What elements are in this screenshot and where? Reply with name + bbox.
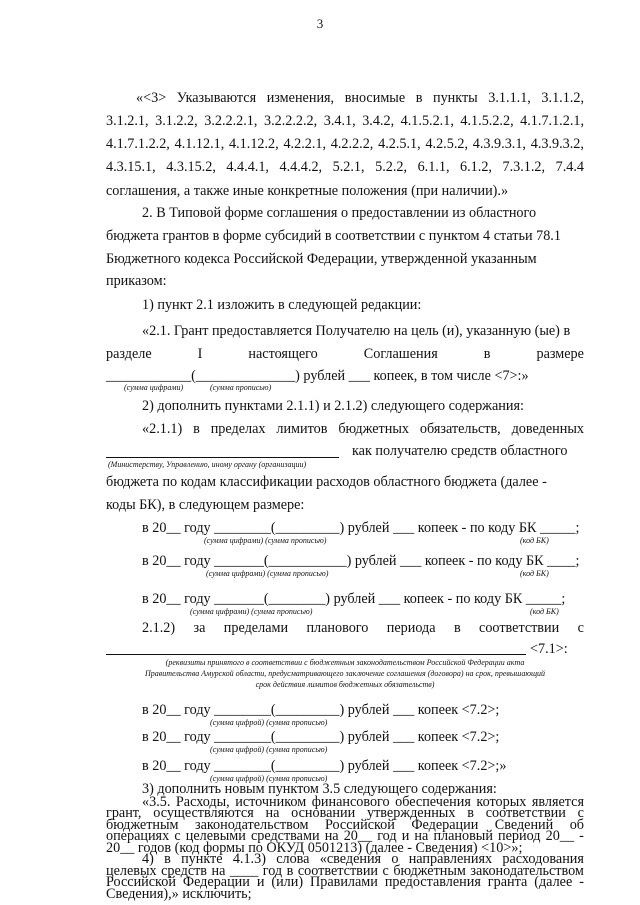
word: Российской [106, 874, 176, 891]
word: бюджетным [106, 816, 179, 833]
word: на [414, 828, 429, 845]
caption-bk-code: (код БК) [520, 536, 549, 545]
caption-sum-digits: (сумма цифрами) [124, 383, 184, 392]
word: 3.1.2.1, [106, 113, 149, 129]
word: 20__ [545, 828, 575, 845]
subitem-3: 3) дополнить новым пунктом 3.5 следующего содержания: [142, 781, 497, 797]
note3-line-4 [106, 158, 584, 176]
word: Соглашения [363, 346, 438, 362]
word: с [577, 805, 584, 822]
caption-sum: (сумма цифрами) (сумма прописью) [204, 536, 327, 545]
word: Расходы, [175, 793, 230, 810]
word: Федерации [411, 816, 479, 833]
word: (или) [271, 874, 304, 891]
caption-bk-code: (код БК) [530, 607, 559, 616]
caption-sum: (сумма цифрой) (сумма прописью) [210, 745, 328, 754]
word: 3.2.2.2.2, [263, 113, 318, 129]
word: в [193, 421, 200, 437]
word: 7.4.4 [555, 159, 584, 175]
word: в [164, 851, 171, 868]
word: основании [291, 805, 356, 822]
word: изменения, [266, 90, 335, 106]
word: 4.4.4.1, [226, 159, 269, 175]
plan-row-2: в 20__ году ________(_________) рублей ___ копеек <7.2>; [142, 729, 500, 745]
word: обязательств, [419, 421, 501, 437]
word: 3.4.2, [362, 113, 395, 129]
word: которых [476, 793, 527, 810]
word: настоящего [248, 346, 318, 362]
word: I [197, 346, 203, 362]
plan-row-3: в 20__ году ________(_________) рублей ___ копеек <7.2>;» [142, 758, 507, 774]
p211-line-4: коды БК), в следующем размере: [106, 497, 305, 513]
caption-act-1: (реквизиты принятого в соответствии с бюджетным законодательством Российской Федерации акта [165, 658, 525, 667]
word: пределами [223, 620, 289, 636]
word: 5.2.1, [332, 159, 365, 175]
p21-line-3: ____________(______________) рублей ___ копеек, в том числе <7>:» [106, 368, 529, 384]
bk-row-3: в 20__ году _______(________) рублей ___ копеек - по коду БК _____; [142, 591, 566, 607]
note3-line-1 [136, 89, 584, 107]
bk-row-2: в 20__ году _______(___________) рублей ___ копеек - по коду БК ____; [142, 553, 580, 569]
sub4-line-4: Сведения),» исключить; [106, 885, 252, 902]
word: лимитов [276, 421, 328, 437]
page-number: 3 [316, 16, 324, 31]
word: 7.3.1.2, [502, 159, 546, 175]
word: в [286, 862, 294, 879]
word: - [579, 874, 584, 891]
word: средствами [250, 828, 320, 845]
word: и [401, 828, 410, 845]
word: «2.1.1) [142, 421, 183, 437]
word: периода [386, 620, 436, 636]
note3-line-5: соглашения, а также иные конкретные положения (при наличии).» [106, 183, 509, 199]
word: 4.1.7.1.2.1, [520, 113, 584, 129]
word: с [174, 828, 181, 845]
word: 6.1.1, [417, 159, 450, 175]
word: слова [276, 851, 310, 868]
word: 5.2.2, [375, 159, 408, 175]
item2-line-2: бюджета грантов в форме субсидий в соответствии с пунктом 4 статьи 78.1 [106, 228, 561, 244]
word: 3.4.1, [323, 113, 356, 129]
note3-line-2 [106, 112, 584, 130]
word: Федерации [182, 874, 250, 891]
p211-line-1 [142, 420, 584, 438]
word: Российской [324, 816, 395, 833]
word: операциях [106, 828, 170, 845]
word: о [391, 851, 399, 868]
item2-line-4: приказом: [106, 273, 167, 289]
word: за [193, 620, 206, 636]
word: об [569, 816, 584, 833]
caption-act-3: срок действия лимитов бюджетных обязательств) [255, 680, 435, 689]
word: законодательством [194, 816, 309, 833]
word: 4.3.15.1, [106, 159, 156, 175]
plan-row-1: в 20__ году ________(_________) рублей ___ копеек <7.2>; [142, 702, 500, 718]
word: 4.3.9.3.1, [472, 136, 526, 152]
word: обеспечения [395, 793, 471, 810]
p211-line-3: бюджета по кодам классификации расходов областного бюджета (далее - [106, 474, 547, 490]
p212-line-2-end: <7.1>: [530, 641, 568, 657]
word: является [531, 793, 584, 810]
word: и [256, 874, 265, 891]
word: 3.2.2.2.1, [204, 113, 258, 129]
word: в [415, 90, 423, 106]
word: пункты [432, 90, 478, 106]
word: 4.1.7.1.2.2, [106, 136, 170, 152]
word: 4.3.15.2, [166, 159, 216, 175]
word: предоставления [384, 874, 481, 891]
word: 4.1.12.1, [174, 136, 225, 152]
word: вносимые [344, 90, 406, 106]
word: в [467, 805, 474, 822]
p21-line-2 [106, 345, 584, 363]
word: бюджетным [393, 862, 466, 879]
word: на [324, 828, 339, 845]
word: период [498, 828, 541, 845]
word: на [211, 862, 226, 879]
word: 3.1.1.2, [541, 90, 584, 106]
word: 2.1.2) [142, 620, 176, 636]
subitem-2: 2) дополнить пунктами 2.1.1) и 2.1.2) следующего содержания: [142, 398, 524, 414]
word: год [262, 862, 283, 879]
word: с [577, 620, 584, 636]
word: 20__ [343, 828, 373, 845]
caption-sum: (сумма цифрами) (сумма прописью) [190, 607, 313, 616]
word: в [453, 620, 461, 636]
word: 4.1.3) [232, 851, 266, 868]
word: плановый [433, 828, 493, 845]
caption-bk-code: (код БК) [520, 569, 549, 578]
word: 3.1.2.2, [155, 113, 198, 129]
act-blank-line [106, 654, 526, 655]
word: пункте [181, 851, 223, 868]
word: 4.1.5.2.2, [460, 113, 514, 129]
caption-sum-words: (сумма прописью) [210, 383, 272, 392]
word: планового [306, 620, 369, 636]
word: Указываются [176, 90, 257, 106]
word: финансового [311, 793, 390, 810]
p211-line-2: как получателю средств областного [352, 443, 568, 459]
word: «3.5. [142, 793, 171, 810]
word: 4.1.5.2.1, [400, 113, 454, 129]
word: расходования [502, 851, 584, 868]
word: соответствии [479, 620, 560, 636]
word: 4.2.2.1, [283, 136, 327, 152]
word: пределах [210, 421, 266, 437]
word: ____ [229, 862, 259, 879]
bk-row-1: в 20__ году ________(_________) рублей ___ копеек - по коду БК _____; [142, 520, 580, 536]
word: бюджетных [338, 421, 409, 437]
caption-org: (Министерству, Управлению, иному органу (организации) [108, 460, 307, 469]
word: Сведений [494, 816, 554, 833]
word: соответствии [297, 862, 379, 879]
subitem-1: 1) пункт 2.1 изложить в следующей редакции: [142, 297, 422, 313]
caption-act-2: Правительства Амурской области, предусматривающего заключение соглашения (договора) на срок, превышающий [144, 669, 545, 678]
caption-sum: (сумма цифрами) (сумма прописью) [206, 569, 329, 578]
word: 4.2.5.1, [378, 136, 421, 152]
word: 4.2.5.2, [425, 136, 468, 152]
item2-line-3: Бюджетного кодекса Российской Федерации, утвержденной указанным [106, 251, 537, 267]
item2-line-1: 2. В Типовой форме соглашения о предоставлении из областного [142, 205, 537, 221]
word: Правилами [310, 874, 378, 891]
word: разделе [106, 346, 152, 362]
word: 4.3.9.3.2, [530, 136, 584, 152]
word: 4.1.12.2, [229, 136, 279, 152]
word: 4.4.4.2, [279, 159, 323, 175]
word: год [377, 828, 397, 845]
word: источником [235, 793, 307, 810]
word: «сведения [319, 851, 382, 868]
word: (далее [534, 874, 573, 891]
word: направлениях [408, 851, 493, 868]
word: законодательством [470, 862, 584, 879]
word: 3.1.1.1, [488, 90, 531, 106]
word: соответствии [485, 805, 566, 822]
word: 4.2.2.2, [330, 136, 374, 152]
word: на [265, 805, 280, 822]
word: осуществляются [153, 805, 254, 822]
p21-line-1: «2.1. Грант предоставляется Получателю на цель (и), указанную (ые) в [142, 323, 571, 339]
word: целевых [106, 862, 157, 879]
word: - [579, 828, 584, 845]
word: гранта [487, 874, 528, 891]
p35-line-5: 20__ годов (код формы по ОКУД 0501213) (далее - Сведения) <10>»; [106, 839, 523, 856]
word: 4) [142, 851, 154, 868]
caption-sum: (сумма цифрой) (сумма прописью) [210, 774, 328, 783]
org-blank-line [106, 457, 339, 458]
word: 6.1.2, [460, 159, 492, 175]
word: целевыми [185, 828, 246, 845]
note3-line-3 [106, 135, 584, 153]
word: средств [161, 862, 208, 879]
word: в [483, 346, 491, 362]
word: грант, [106, 805, 142, 822]
word: размере [536, 346, 584, 362]
caption-sum: (сумма цифрой) (сумма прописью) [210, 718, 328, 727]
word: утвержденных [366, 805, 456, 822]
p212-line-1 [142, 619, 584, 637]
word: «<3> [136, 90, 167, 106]
word: с [382, 862, 389, 879]
word: доведенных [511, 421, 584, 437]
